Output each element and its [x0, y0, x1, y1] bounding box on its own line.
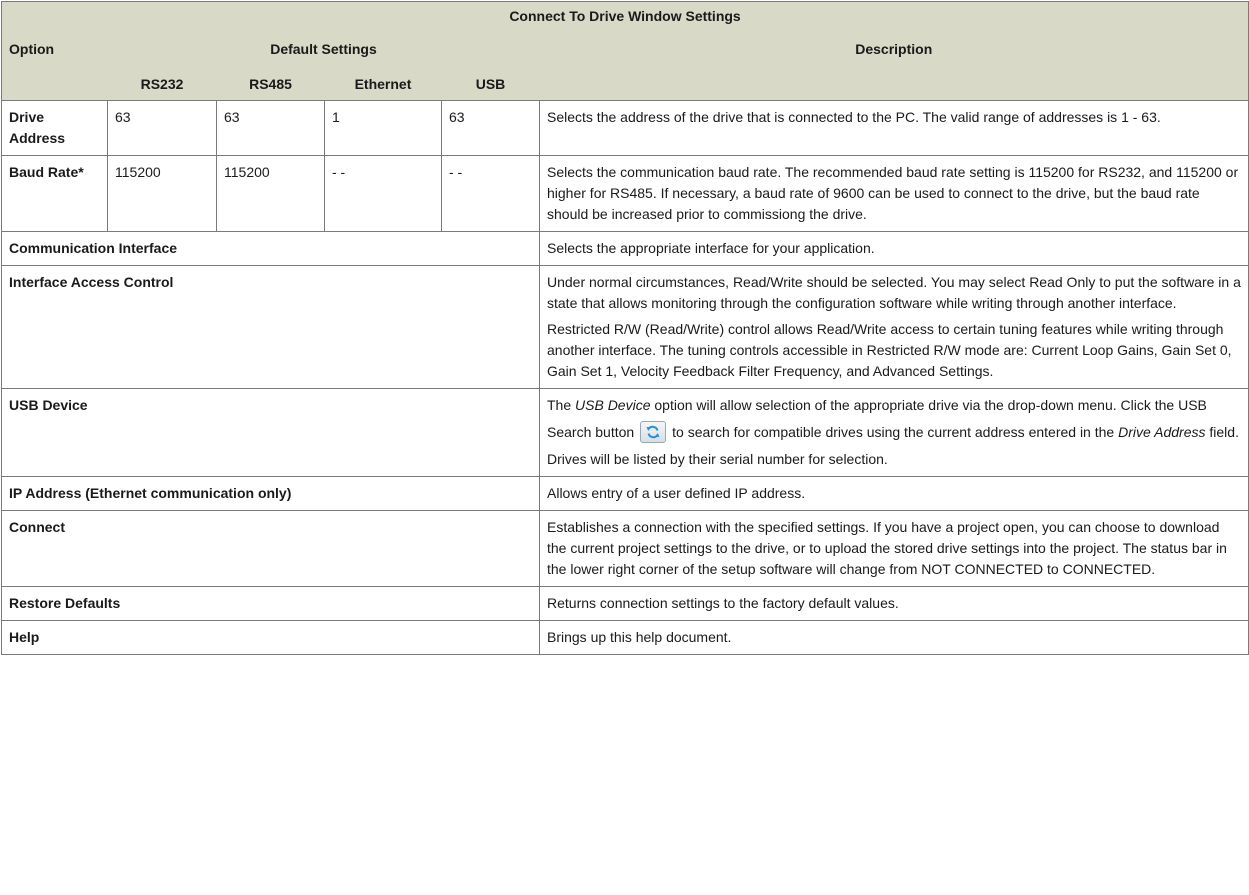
- subheader-empty: [540, 68, 1249, 101]
- description-text: to search for compatible drives using the current address entered in the: [672, 424, 1119, 440]
- option-help: Help: [2, 621, 540, 655]
- table-row: [2, 511, 1249, 587]
- subheader-empty: [2, 68, 108, 101]
- description: Brings up this help document.: [540, 621, 1249, 655]
- value-usb: 63: [442, 101, 540, 156]
- description-text: option will allow selection of the appropriate drive via the drop-down menu. Click the USB Search button: [547, 397, 1207, 440]
- option-drive-address: Drive Address: [2, 101, 108, 156]
- option-baud-rate: Baud Rate*: [2, 156, 108, 232]
- description: Selects the address of the drive that is connected to the PC. The valid range of addresses is 1 - 63.: [540, 101, 1249, 156]
- table-row: [2, 389, 1249, 477]
- description: Selects the communication baud rate. The recommended baud rate setting is 115200 for RS232, and 115200 or higher for RS485. If necessary, a baud rate of 9600 can be used to connect to the drive, but the baud rate should be increased prior to commissiong the drive.: [540, 156, 1249, 232]
- value-rs485: 115200: [217, 156, 325, 232]
- value-rs485: 63: [217, 101, 325, 156]
- description: [540, 266, 1249, 389]
- table-title: Connect To Drive Window Settings: [2, 2, 1249, 31]
- value-rs232: 115200: [108, 156, 217, 232]
- description: Returns connection settings to the factory default values.: [540, 587, 1249, 621]
- option-usb-device: USB Device: [2, 389, 540, 477]
- description: Allows entry of a user defined IP address.: [540, 477, 1249, 511]
- refresh-icon: [645, 424, 661, 440]
- table-row: [2, 621, 1249, 655]
- option-communication-interface: Communication Interface: [2, 232, 540, 266]
- usb-search-button[interactable]: [640, 421, 666, 443]
- option-interface-access-control: Interface Access Control: [2, 266, 540, 389]
- description-text: The: [547, 397, 576, 413]
- description-paragraph: Restricted R/W (Read/Write) control allows Read/Write access to certain tuning features while writing through another interface. The tuning controls accessible in Restricted R/W mode are: Current Loop Gains, Gain Set 0, Gain Set 1, Velocity Feedback Filter Frequency, and Advanced Settings.: [547, 321, 1232, 379]
- description-emphasis: Drive Address: [1118, 424, 1206, 440]
- description: Selects the appropriate interface for your application.: [540, 232, 1249, 266]
- value-ethernet: - -: [325, 156, 442, 232]
- description-text: field. Drives will be listed by their serial number for selection.: [547, 424, 1239, 467]
- description-paragraph: Under normal circumstances, Read/Write should be selected. You may select Read Only to put the software in a state that allows monitoring through the configuration software while writing through another interface.: [547, 274, 1241, 311]
- table-row: [2, 156, 1249, 232]
- description: Establishes a connection with the specified settings. If you have a project open, you can choose to download the current project settings to the drive, or to upload the stored drive settings into the project. The status bar in the lower right corner of the setup software will change from NOT CONNECTED to CONNECTED.: [540, 511, 1249, 587]
- option-ip-address: IP Address (Ethernet communication only): [2, 477, 540, 511]
- value-usb: - -: [442, 156, 540, 232]
- column-header-option: Option: [2, 30, 108, 68]
- description: [540, 389, 1249, 477]
- subheader-rs232: RS232: [108, 68, 217, 101]
- table-row: [2, 266, 1249, 389]
- column-header-default-settings: Default Settings: [108, 30, 540, 68]
- option-connect: Connect: [2, 511, 540, 587]
- subheader-ethernet: Ethernet: [325, 68, 442, 101]
- subheader-rs485: RS485: [217, 68, 325, 101]
- value-ethernet: 1: [325, 101, 442, 156]
- table-header: [2, 2, 1249, 101]
- column-header-description: Description: [540, 30, 1249, 68]
- subheader-usb: USB: [442, 68, 540, 101]
- value-rs232: 63: [108, 101, 217, 156]
- table-row: [2, 587, 1249, 621]
- description-emphasis: USB Device: [575, 397, 651, 413]
- table-row: [2, 232, 1249, 266]
- table-row: [2, 477, 1249, 511]
- option-restore-defaults: Restore Defaults: [2, 587, 540, 621]
- table-row: [2, 101, 1249, 156]
- settings-table: [1, 1, 1249, 655]
